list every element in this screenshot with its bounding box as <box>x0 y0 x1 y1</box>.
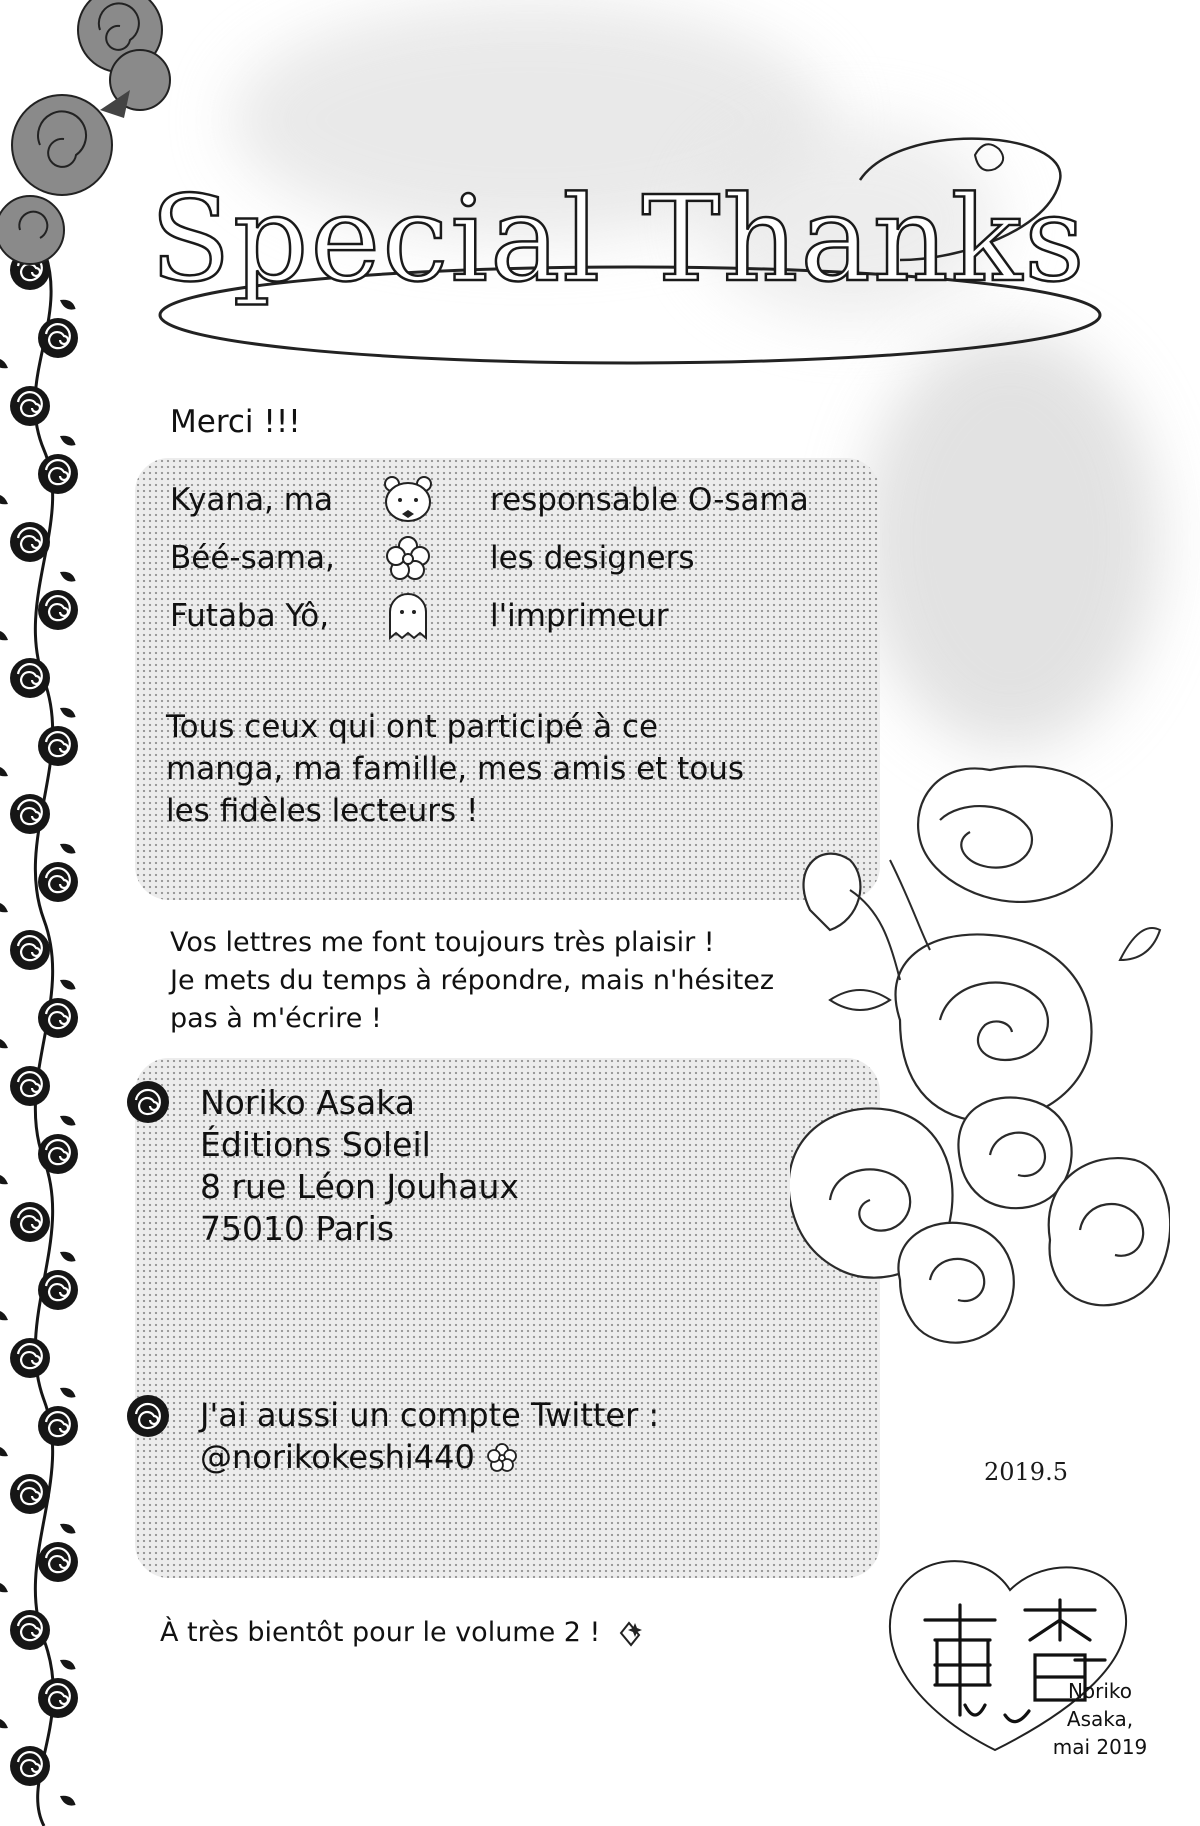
letters-line-1: Vos lettres me font toujours très plaisir ! <box>170 927 715 958</box>
vine-rose <box>10 522 50 562</box>
letters-line-2: Je mets du temps à répondre, mais n'hésitez <box>170 965 775 996</box>
thanks-paragraph <box>166 706 866 832</box>
address-line-2: Éditions Soleil <box>200 1125 431 1164</box>
vine-leaf <box>0 356 10 372</box>
thanks-line-2: manga, ma famille, mes amis et tous <box>166 751 745 787</box>
thanks-line-3: les fidèles lecteurs ! <box>166 793 479 829</box>
vine-leaf <box>58 569 78 585</box>
closing-line <box>160 1614 649 1652</box>
address-line-4: 75010 Paris <box>200 1209 395 1248</box>
address-line-3: 8 rue Léon Jouhaux <box>200 1167 519 1206</box>
signature-caption-line-2: Asaka, <box>1066 1707 1134 1731</box>
address-line-1: Noriko Asaka <box>200 1083 415 1122</box>
vine-leaf <box>58 1657 78 1673</box>
twitter-block <box>200 1394 820 1478</box>
vine-leaf <box>0 1444 10 1460</box>
vine-leaf <box>0 492 10 508</box>
vine-rose <box>38 862 78 902</box>
letters-line-3: pas à m'écrire ! <box>170 1003 382 1034</box>
special-thanks-title <box>140 110 1120 370</box>
signature-caption-line-3: mai 2019 <box>1052 1735 1148 1759</box>
vine-leaf <box>0 1036 10 1052</box>
vine-rose <box>10 1746 50 1786</box>
credit-name-2: Béé-sama, <box>170 540 335 576</box>
vine-leaf <box>0 764 10 780</box>
vine-rose <box>38 1678 78 1718</box>
vine-leaf <box>58 977 78 993</box>
signature-date: 2019.5 <box>984 1458 1068 1486</box>
vine-rose <box>38 998 78 1038</box>
greeting: Merci !!! <box>170 404 301 440</box>
vine-rose <box>38 318 78 358</box>
thanks-line-1: Tous ceux qui ont participé à ce <box>166 709 659 745</box>
background-gloss <box>860 330 1160 750</box>
small-flower-icon <box>487 1442 517 1472</box>
vine-leaf <box>58 841 78 857</box>
vine-rose <box>38 454 78 494</box>
credit-role-1: responsable O-sama <box>490 482 809 518</box>
vine-rose <box>10 658 50 698</box>
vine-rose <box>10 386 50 426</box>
vine-rose <box>38 726 78 766</box>
vine-rose <box>10 1474 50 1514</box>
signature-caption <box>1025 1677 1175 1761</box>
rose-bullet-icon <box>124 1078 172 1126</box>
vine-leaf <box>0 1580 10 1596</box>
flower-icon <box>384 534 432 582</box>
vine-rose <box>10 1338 50 1378</box>
credits-panel <box>135 458 880 900</box>
vine-leaf <box>58 1385 78 1401</box>
credit-name-3: Futaba Yô, <box>170 598 330 634</box>
vine-rose <box>38 1406 78 1446</box>
twitter-line: J'ai aussi un compte Twitter : <box>200 1396 660 1434</box>
credit-role-2: les designers <box>490 540 695 576</box>
vine-rose <box>38 590 78 630</box>
vine-rose <box>10 1202 50 1242</box>
closing-text: À très bientôt pour le volume 2 ! <box>160 1617 601 1648</box>
vine-rose <box>38 1270 78 1310</box>
credit-role-3: l'imprimeur <box>490 598 669 634</box>
title-text: Special Thanks <box>150 170 1087 308</box>
vine-leaf <box>0 1716 10 1732</box>
vine-rose <box>38 1542 78 1582</box>
vine-leaf <box>58 1793 78 1809</box>
vine-leaf <box>58 297 78 313</box>
bear-face-icon <box>380 474 436 526</box>
vine-leaf <box>0 1172 10 1188</box>
rose-vine-border <box>0 0 96 1826</box>
signature-caption-line-1: Noriko <box>1067 1679 1133 1703</box>
sparkle-icon <box>615 1619 649 1649</box>
vine-leaf <box>58 433 78 449</box>
vine-rose <box>10 1066 50 1106</box>
vine-leaf <box>0 628 10 644</box>
vine-rose <box>10 794 50 834</box>
ghost-face-icon <box>384 588 432 642</box>
mailing-address <box>200 1082 800 1250</box>
rose-bouquet-illustration <box>790 760 1170 1400</box>
vine-leaf <box>0 1308 10 1324</box>
twitter-handle: @norikokeshi440 <box>200 1438 475 1476</box>
vine-rose <box>10 1610 50 1650</box>
rose-bullet-icon <box>124 1392 172 1440</box>
vine-leaf <box>58 1249 78 1265</box>
vine-leaf <box>0 900 10 916</box>
vine-rose <box>10 930 50 970</box>
vine-leaf <box>58 1521 78 1537</box>
letters-paragraph <box>170 924 890 1038</box>
credit-name-1: Kyana, ma <box>170 482 333 518</box>
vine-rose <box>38 1134 78 1174</box>
vine-leaf <box>58 705 78 721</box>
vine-leaf <box>58 1113 78 1129</box>
